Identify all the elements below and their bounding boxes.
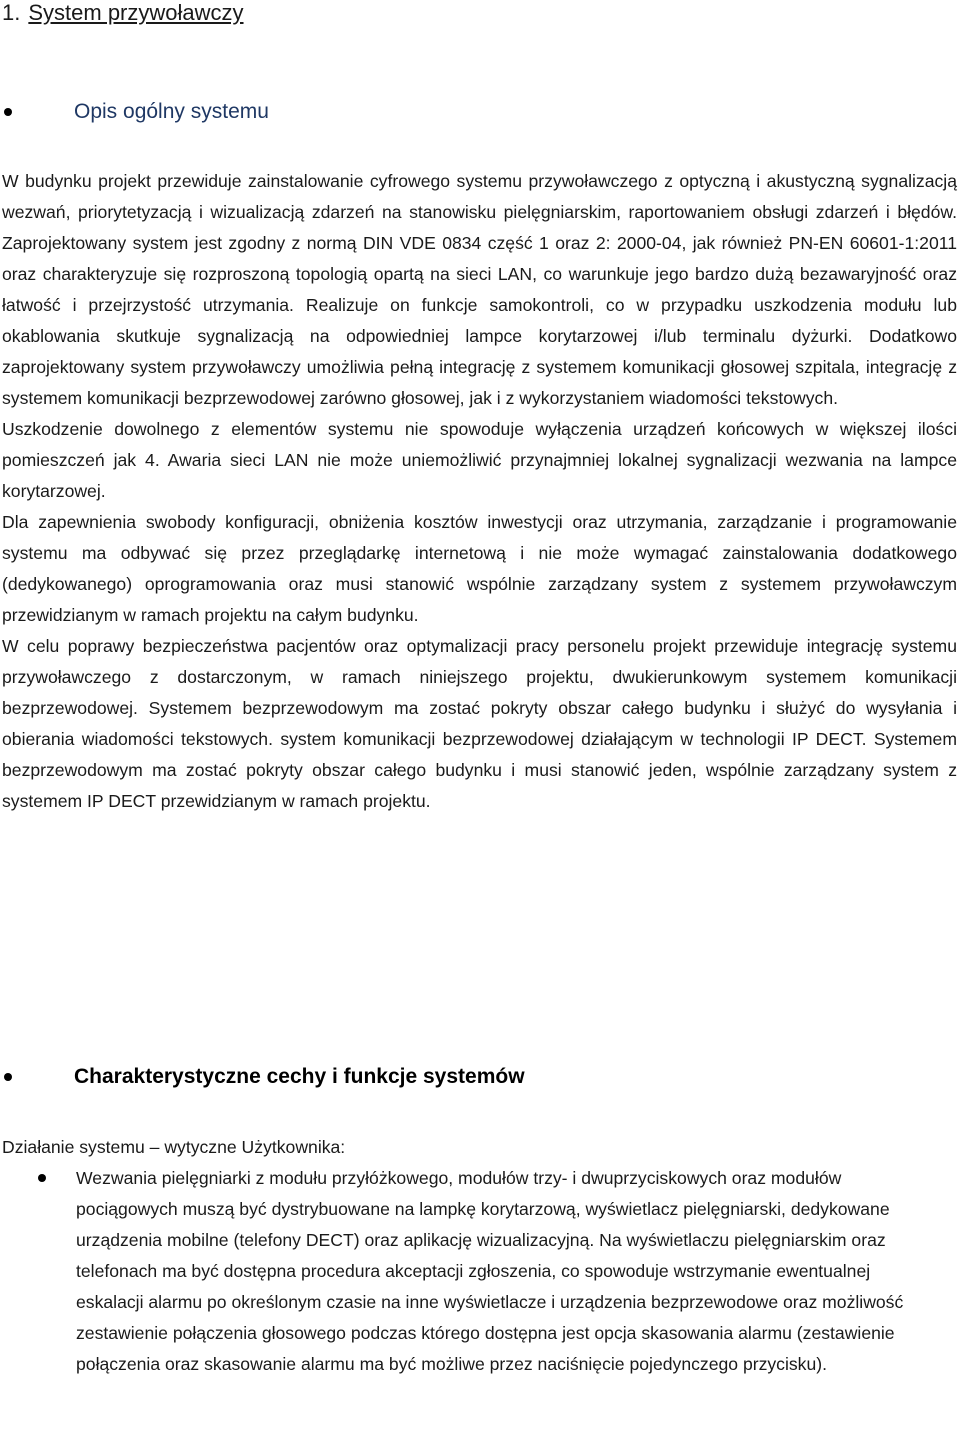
paragraph: W budynku projekt przewiduje zainstalowanie cyfrowego systemu przywoławczego z optyczną i akustyczną sygnalizacją wezwań, priorytetyzacją i wizualizacją zdarzeń na stanowisku pielęgniarskim, raportowaniem obsługi zdarzeń i błędów. Zaprojektowany system jest zgodny z normą DIN VDE 0834 część 1 oraz 2: 2000-04, jak również PN-EN 60601-1:2011 oraz charakteryzuje się rozproszoną topologią opartą na sieci LAN, co warunkuje jego bardzo dużą bezawaryjność oraz łatwość i przejrzystość utrzymania. Realizuje on funkcje samokontroli, co w przypadku uszkodzenia modułu lub okablowania skutkuje sygnalizacją na odpowiedniej lampce korytarzowej i/lub terminalu dyżurki. Dodatkowo zaprojektowany system przywoławczy umożliwia pełną integrację z systemem komunikacji głosowej szpitala, integrację z systemem komunikacji bezprzewodowej zarówno głosowej, jak i z wykorzystaniem wiadomości tekstowych.	[2, 171, 957, 408]
subsection-title: Charakterystyczne cechy i funkcje systemów	[74, 1065, 525, 1088]
section-number: 1.	[2, 0, 21, 25]
features-intro: Działanie systemu – wytyczne Użytkownika:	[2, 1137, 346, 1157]
bullet-icon	[4, 1073, 12, 1081]
list-item-text: Wezwania pielęgniarki z modułu przyłóżkowego, modułów trzy- i dwuprzyciskowych oraz modułów pociągowych muszą być dystrybuowane na lampkę korytarzową, wyświetlacz pielęgniarski, dedykowane urządzenia mobilne (telefony DECT) oraz aplikację wizualizacyjną. Na wyświetlaczu pielęgniarskim oraz telefonach ma być dostępna procedura akceptacji zgłoszenia, co spowoduje wstrzymanie ewentualnej eskalacji alarmu po określonym czasie na inne wyświetlacze i urządzenia bezprzewodowe oraz możliwość zestawienie połączenia głosowego podczas którego dostępna jest opcja skasowania alarmu (zestawienie połączenia oraz skasowanie alarmu ma być możliwe przez naciśnięcie pojedynczego przycisku).	[76, 1168, 904, 1374]
subsection-heading-features	[0, 1063, 525, 1091]
subsection-heading-overview	[0, 98, 269, 126]
overview-body	[2, 166, 957, 817]
paragraph: W celu poprawy bezpieczeństwa pacjentów oraz optymalizacji pracy personelu projekt przewiduje integrację systemu przywoławczego z dostarczonym, w ramach niniejszego projektu, dwukierunkowym systemem komunikacji bezprzewodowej. Systemem bezprzewodowym ma zostać pokryty obszar całego budynku i służyć do wysyłania i obierania wiadomości tekstowych. system komunikacji bezprzewodowej działającym w technologii IP DECT. Systemem bezprzewodowym ma zostać pokryty obszar całego budynku i musi stanowić jeden, wspólnie zarządzany system z systemem IP DECT przewidzianym w ramach projektu.	[2, 636, 957, 811]
paragraph: Uszkodzenie dowolnego z elementów systemu nie spowoduje wyłączenia urządzeń końcowych w większej ilości pomieszczeń jak 4. Awaria sieci LAN nie może uniemożliwić przynajmniej lokalnej sygnalizacji wezwania na lampce korytarzowej.	[2, 419, 957, 501]
subsection-title: Opis ogólny systemu	[74, 100, 269, 123]
section-heading	[2, 0, 244, 28]
bullet-icon	[4, 108, 12, 116]
features-list	[0, 1163, 958, 1380]
paragraph: Dla zapewnienia swobody konfiguracji, obniżenia kosztów inwestycji oraz utrzymania, zarządzanie i programowanie systemu ma odbywać się przez przeglądarkę internetową i nie może wymagać zainstalowania dodatkowego (dedykowanego) oprogramowania oraz musi stanowić wspólnie zarządzany system z systemem przywoławczym przewidzianym w ramach projektu na całym budynku.	[2, 512, 957, 625]
bullet-icon	[38, 1174, 46, 1182]
list-item	[0, 1163, 958, 1380]
section-title: System przywoławczy	[28, 0, 244, 25]
